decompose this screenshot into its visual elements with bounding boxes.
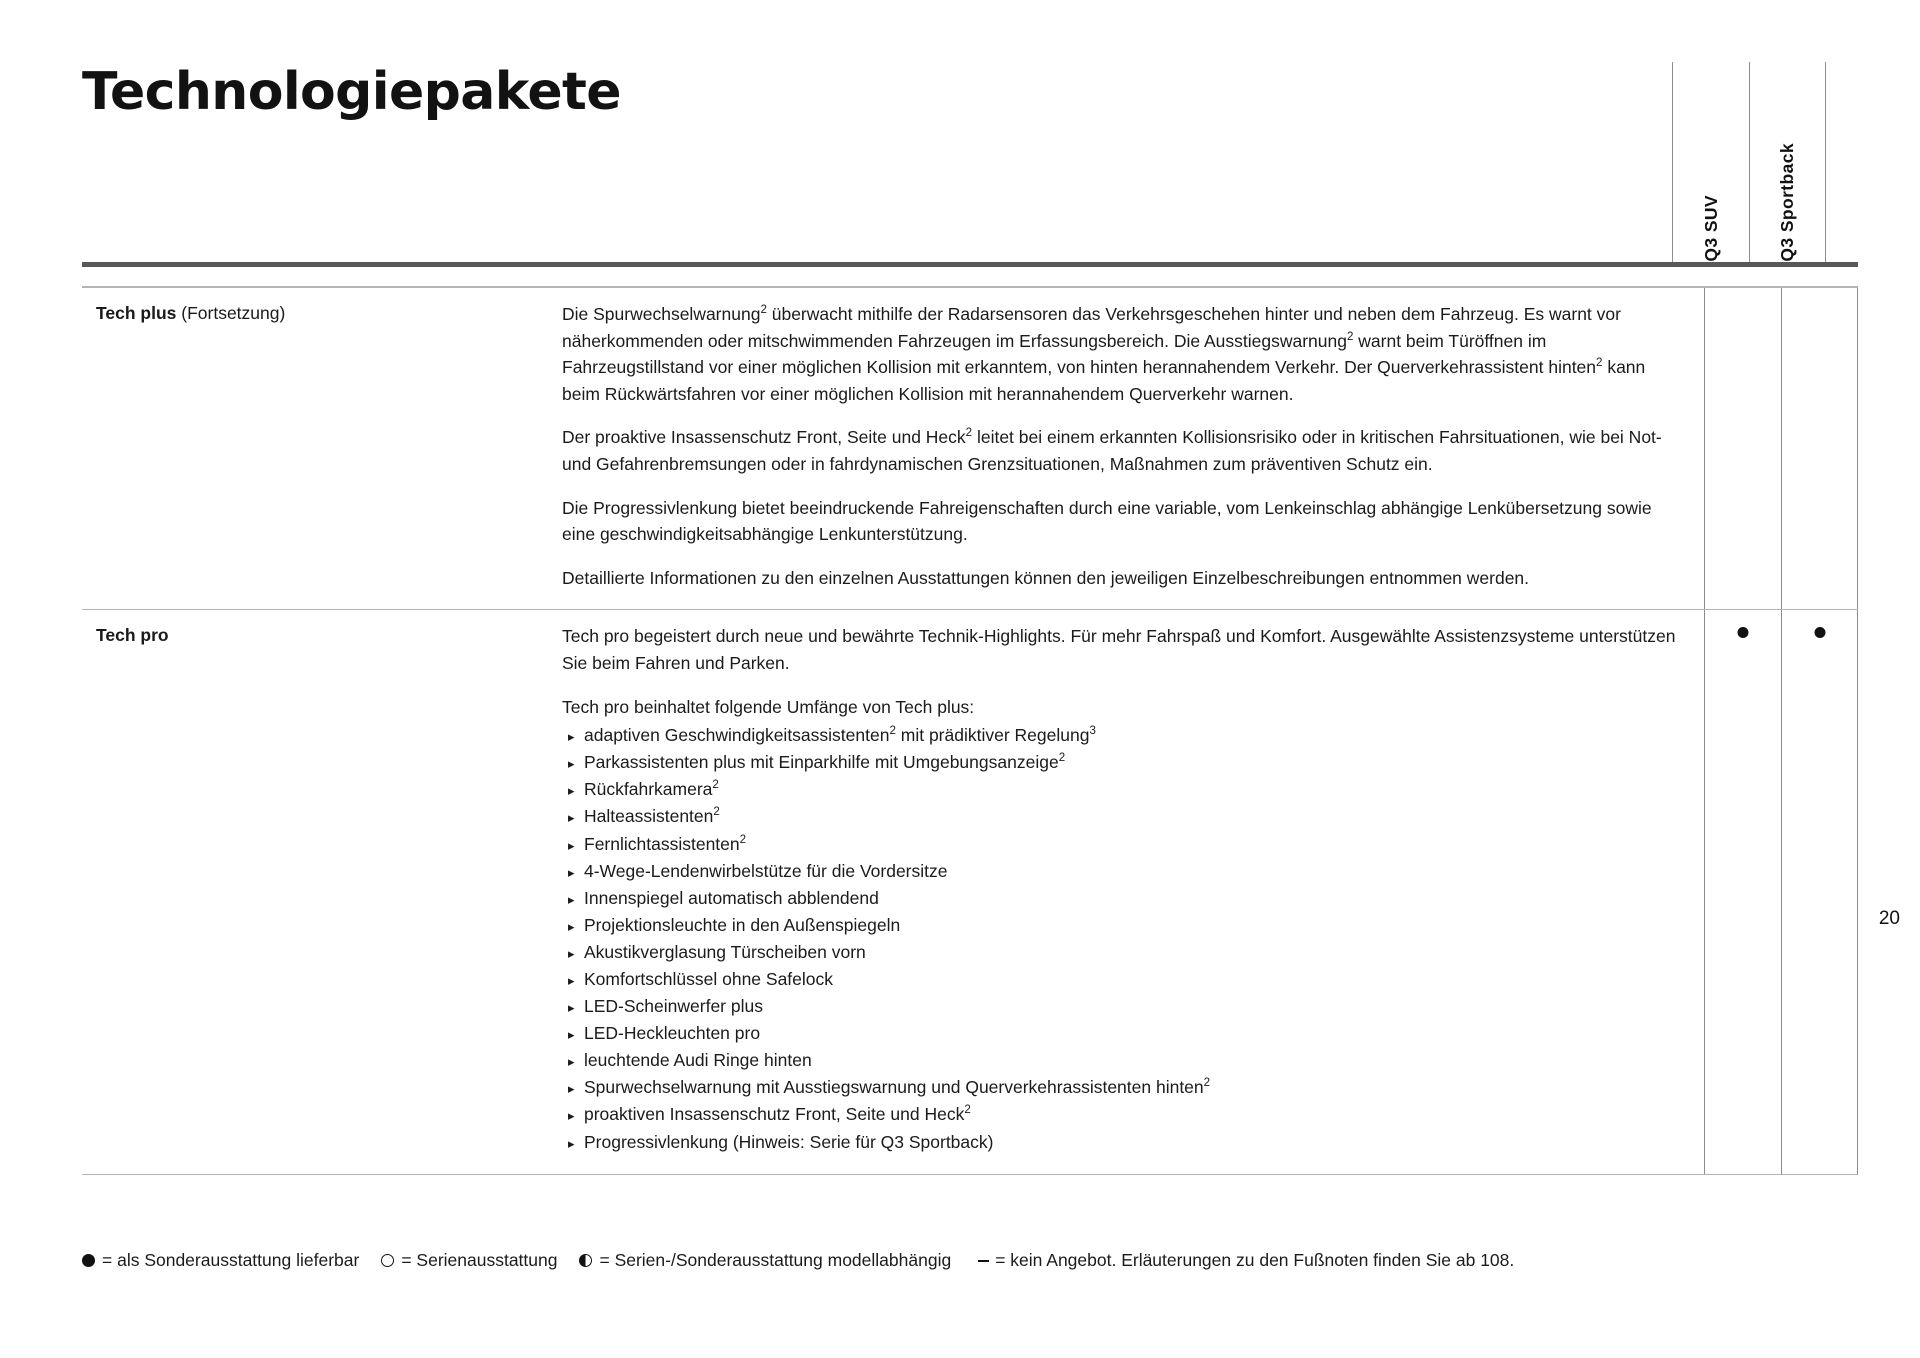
list-item-label: proaktiven Insassenschutz Front, Seite und Heck$^2$ [584,1104,971,1125]
list-item-label: leuchtende Audi Ringe hinten [584,1050,812,1071]
page-number: 20 [1878,908,1900,929]
availability-cell-q3-sportback [1781,288,1858,609]
row-description [562,288,1704,609]
triangle-bullet-icon: ▸ [568,972,575,988]
description-paragraph: Tech pro beinhaltet folgende Umfänge von Tech plus: [562,696,975,717]
list-item [562,966,1676,993]
list-item [562,1047,1676,1074]
list-item-label: Komfortschlüssel ohne Safelock [584,968,834,989]
half-filled-circle-icon [579,1254,592,1267]
table-row [82,288,1858,610]
list-item-label: 4-Wege-Lendenwirbelstütze für die Vordersitze [584,860,948,881]
list-item [562,803,1676,830]
list-item-label: Progressivlenkung (Hinweis: Serie für Q3 Sportback) [584,1131,994,1152]
triangle-bullet-icon: ▸ [568,1135,575,1151]
column-header-q3-suv [1672,62,1749,262]
description-paragraph: Die Progressivlenkung bietet beeindruckende Fahreigenschaften durch eine variable, vom Lenkeinschlag abhängige Lenkübersetzung sowie eine geschwindigkeitsabhängige Lenkunterstützung. [562,497,1652,545]
list-item-label: Projektionsleuchte in den Außenspiegeln [584,914,901,935]
availability-dot-filled [1814,627,1825,638]
dash-icon [977,1254,990,1267]
equipment-table [82,288,1858,1175]
list-item [562,912,1676,939]
list-item-label: Innenspiegel automatisch abblendend [584,887,879,908]
description-paragraph: Der proaktive Insassenschutz Front, Seite und Heck$^2$ leitet bei einem erkannten Kollisionsrisiko oder in kritischen Fahrsituationen, wie bei Not- und Gefahrenbremsungen oder in fahrdynamischen Grenzsituationen, Maßnahmen zum präventiven Schutz ein. [562,427,1662,474]
legend-label: = als Sonderausstattung lieferbar [102,1250,360,1270]
list-item-label: Akustikverglasung Türscheiben vorn [584,941,866,962]
legend-item-not-available [977,1250,1514,1271]
hollow-circle-icon [381,1254,394,1267]
row-name-tech-plus [82,288,562,609]
row-name-bold: Tech plus [96,303,177,323]
header-rule-thick [82,262,1858,267]
triangle-bullet-icon: ▸ [568,1027,575,1043]
list-item [562,1129,1676,1156]
list-item [562,993,1676,1020]
legend-item-standard [381,1250,557,1271]
column-headers [1672,62,1858,262]
triangle-bullet-icon: ▸ [568,810,575,826]
list-item-label: Rückfahrkamera$^2$ [584,779,719,800]
row-name-bold: Tech pro [96,625,169,646]
column-header-label: Q3 SUV [1700,195,1721,262]
legend-label: = Serienausstattung [401,1250,558,1270]
availability-cell-q3-suv [1704,288,1781,609]
availability-cell-q3-suv [1704,610,1781,1173]
triangle-bullet-icon: ▸ [568,918,575,934]
filled-circle-icon [82,1254,95,1267]
description-paragraph: Detaillierte Informationen zu den einzelnen Ausstattungen können den jeweiligen Einzelbeschreibungen entnommen werden. [562,567,1530,588]
triangle-bullet-icon: ▸ [568,1000,575,1016]
list-item [562,776,1676,803]
row-name-tech-pro [82,610,562,1173]
triangle-bullet-icon: ▸ [568,864,575,880]
page-title: Technologiepakete [82,62,621,122]
triangle-bullet-icon: ▸ [568,756,575,772]
list-item-label: adaptiven Geschwindigkeitsassistenten$^2$ mit prädiktiver Regelung$^3$ [584,725,1096,746]
triangle-bullet-icon: ▸ [568,891,575,907]
list-item [562,858,1676,885]
availability-dot-filled [1738,627,1749,638]
list-item-label: LED-Scheinwerfer plus [584,996,763,1017]
list-item-label: Parkassistenten plus mit Einparkhilfe mit Umgebungsanzeige$^2$ [584,752,1066,773]
list-item [562,939,1676,966]
list-item [562,1074,1676,1101]
triangle-bullet-icon: ▸ [568,1108,575,1124]
triangle-bullet-icon: ▸ [568,837,575,853]
column-header-label: Q3 Sportback [1777,143,1797,262]
triangle-bullet-icon: ▸ [568,1081,575,1097]
column-header-q3-sportback [1749,62,1826,262]
row-description [562,610,1704,1173]
list-item-label: Spurwechselwarnung mit Ausstiegswarnung und Querverkehrassistenten hinten$^2$ [584,1077,1211,1098]
list-item [562,831,1676,858]
list-item [562,885,1676,912]
list-item [562,1101,1676,1128]
list-item [562,1020,1676,1047]
legend-label: = Serien-/Sonderausstattung modellabhängig [599,1250,952,1270]
legend-item-optional [82,1250,359,1271]
legend-label: = kein Angebot. Erläuterungen zu den Fußnoten finden Sie ab 108. [995,1250,1515,1270]
list-item [562,722,1676,749]
triangle-bullet-icon: ▸ [568,1054,575,1070]
list-item-label: Halteassistenten$^2$ [584,806,720,827]
row-name-rest: (Fortsetzung) [176,303,286,323]
description-paragraph: Die Spurwechselwarnung$^2$ überwacht mithilfe der Radarsensoren das Verkehrsgeschehen hinter und neben dem Fahrzeug. Es warnt vor näherkommenden oder mitschwimmenden Fahrzeugen im Erfassungsbereich. Die Ausstiegswarnung$^2$ warnt beim Türöffnen im Fahrzeugstillstand vor einer möglichen Kollision mit erkanntem, von hinten herannahendem Verkehr. Der Querverkehrassistent hinten$^2$ kann beim Rückwärtsfahren vor einer möglichen Kollision mit herannahendem Querverkehr warnen. [562,304,1646,404]
description-paragraph: Tech pro begeistert durch neue und bewährte Technik-Highlights. Für mehr Fahrspaß und Komfort. Ausgewählte Assistenzsysteme unterstützen Sie beim Fahren und Parken. [562,626,1676,673]
triangle-bullet-icon: ▸ [568,729,575,745]
list-item [562,749,1676,776]
legend-footer [82,1250,1514,1271]
list-item-label: LED-Heckleuchten pro [584,1023,761,1044]
triangle-bullet-icon: ▸ [568,783,575,799]
list-item-label: Fernlichtassistenten$^2$ [584,833,747,854]
availability-cell-q3-sportback [1781,610,1858,1173]
legend-item-model-dependent [579,1250,951,1271]
table-row [82,610,1858,1174]
triangle-bullet-icon: ▸ [568,945,575,961]
feature-list [562,722,1676,1155]
